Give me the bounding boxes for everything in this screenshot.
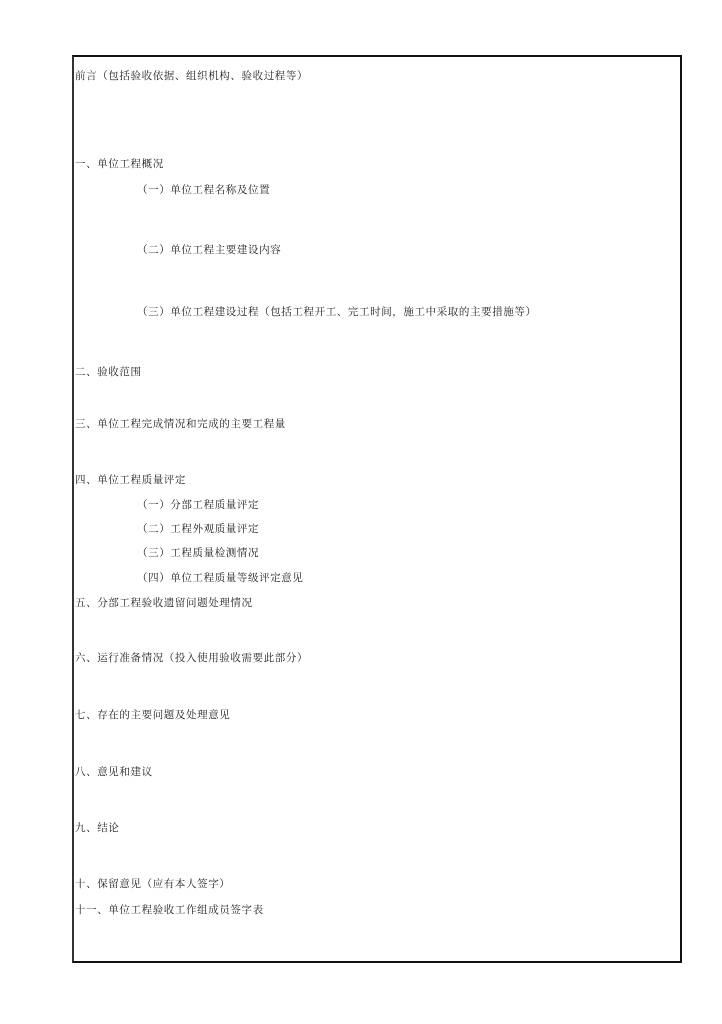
section-4-sub-4: （四）单位工程质量等级评定意见 [137, 572, 304, 584]
section-4-sub-1: （一）分部工程质量评定 [137, 499, 260, 511]
section-4-title: 四、单位工程质量评定 [75, 474, 186, 486]
section-10-title: 十、保留意见（应有本人签字） [75, 878, 231, 890]
section-7-title: 七、存在的主要问题及处理意见 [75, 709, 231, 721]
section-9-title: 九、结论 [75, 822, 120, 834]
section-1-title: 一、单位工程概况 [75, 158, 164, 170]
section-1-sub-1: （一）单位工程名称及位置 [137, 184, 271, 196]
section-2-title: 二、验收范围 [75, 366, 142, 378]
section-3-title: 三、单位工程完成情况和完成的主要工程量 [75, 418, 286, 430]
section-5-title: 五、分部工程验收遗留问题处理情况 [75, 597, 253, 609]
section-4-sub-2: （二）工程外观质量评定 [137, 523, 260, 535]
preface-text: 前言（包括验收依据、组织机构、验收过程等） [75, 70, 309, 82]
section-1-sub-2: （二）单位工程主要建设内容 [137, 244, 282, 256]
section-8-title: 八、意见和建议 [75, 766, 153, 778]
section-11-title: 十一、单位工程验收工作组成员签字表 [75, 904, 264, 916]
section-1-sub-3: （三）单位工程建设过程（包括工程开工、完工时间，施工中采取的主要措施等） [137, 306, 537, 318]
section-6-title: 六、运行准备情况（投入使用验收需要此部分） [75, 652, 309, 664]
section-4-sub-3: （三）工程质量检测情况 [137, 547, 260, 559]
